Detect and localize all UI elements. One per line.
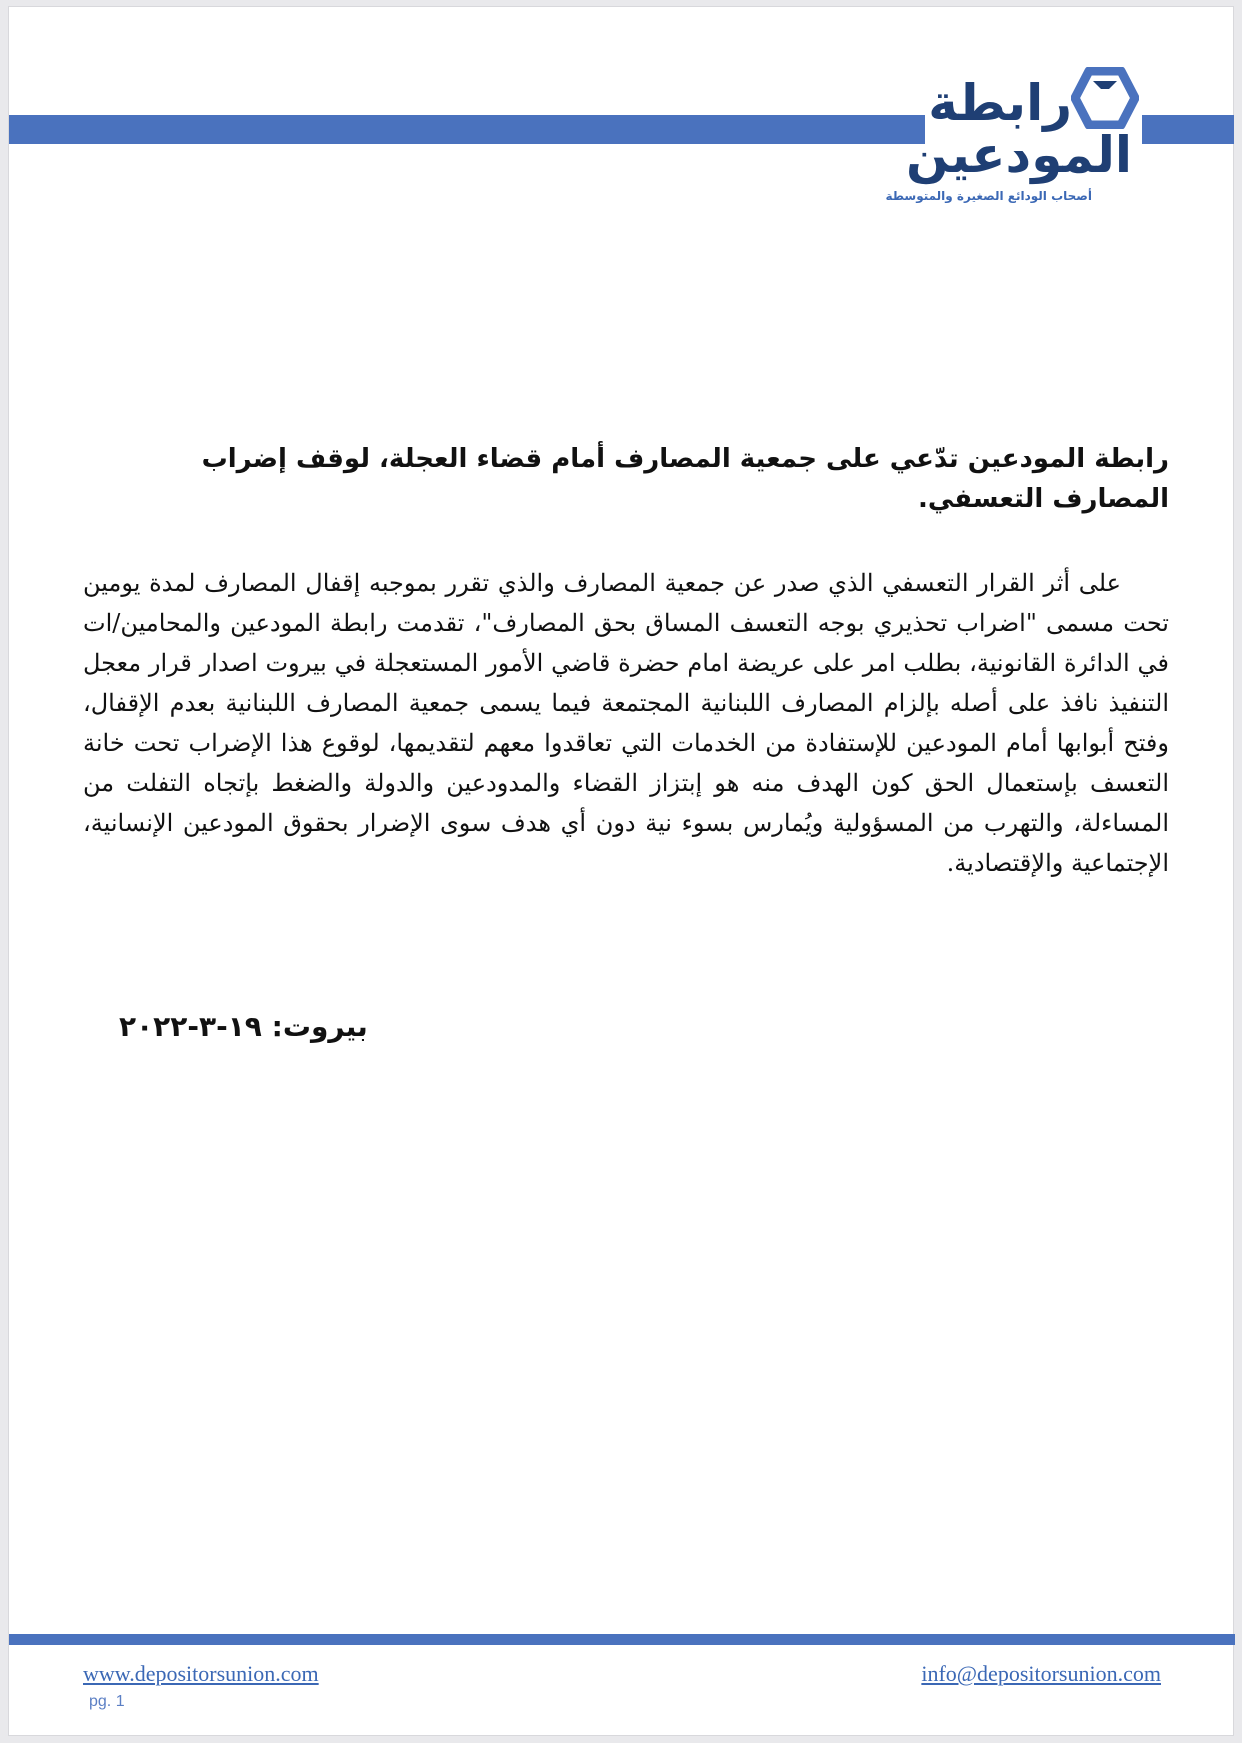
place-date-signoff: بيروت: ١٩-٣-٢٠٢٢ [119,1010,368,1043]
document-body: على أثر القرار التعسفي الذي صدر عن جمعية المصارف والذي تقرر بموجبه إقفال المصارف لمدة يومين تحت مسمى "اضراب تحذيري بوجه التعسف المساق بحق المصارف"، تقدمت رابطة المودعين والمحامين/ات في الدائرة القانونية، بطلب امر على عريضة امام حضرة قاضي الأمور المستعجلة في بيروت اصدار قرار معجل التنفيذ نافذ على أصله بإلزام المصارف اللبنانية المجتمعة فيما يسمى جمعية المصارف اللبنانية بعدم الإقفال، وفتح أبوابها أمام المودعين للإستفادة من الخدمات التي تعاقدوا معهم لتقديمها، لوقوع هذا الإضراب تحت خانة التعسف بإستعمال الحق كون الهدف منه هو إبتزاز القضاء والمدودعين والدولة والضغط بإتجاه التفلت من المساءلة، والتهرب من المسؤولية ويُمارس بسوء نية دون أي هدف سوى الإضرار بحقوق المودعين الإنسانية، الإجتماعية والإقتصادية. [83,569,1170,877]
depositors-union-logo [885,59,1144,209]
footer-bar [9,1634,1235,1645]
hexagon-logo-icon [1071,67,1139,129]
document-title: رابطة المودعين تدّعي على جمعية المصارف أمام قضاء العجلة، لوقف إضراب المصارف التعسفي. [201,444,1169,514]
logo-name-line2: المودعين [905,126,1132,184]
document-page [8,6,1234,1736]
page-number: pg. 1 [89,1693,125,1710]
logo-tagline: أصحاب الودائع الصغيرة والمتوسطة [885,189,1092,203]
email-link[interactable]: info@depositorsunion.com [921,1661,1161,1686]
website-link[interactable]: www.depositorsunion.com [83,1661,319,1686]
logo-name-line1: رابطة [928,74,1072,132]
header-bar-right [1142,115,1234,144]
header-bar-left [9,115,925,144]
